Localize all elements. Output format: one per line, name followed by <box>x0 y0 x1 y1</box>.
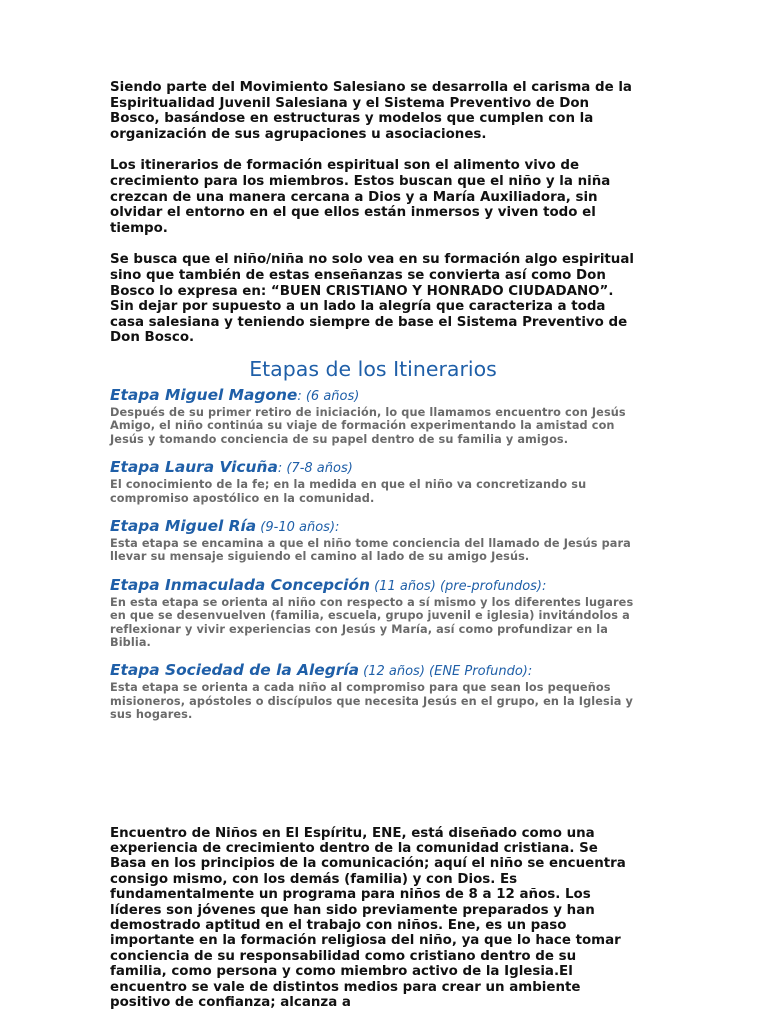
stage-description: Esta etapa se encamina a que el niño tome conciencia del llamado de Jesús para llevar su mensaje siguiendo el camino al lado de su amigo Jesús. <box>110 536 631 564</box>
stage-age: : (7-8 años) <box>277 461 353 477</box>
stage-age: (11 años) (pre-profundos): <box>369 578 547 594</box>
stage-name: Etapa Miguel Magone <box>110 385 298 404</box>
stage-title <box>110 458 636 478</box>
stage-description: El conocimiento de la fe; en la medida en que el niño va concretizando su compromiso apostólico en la comunidad. <box>110 478 587 505</box>
stage-age: (12 años) (ENE Profundo): <box>359 664 533 680</box>
stage-item <box>110 517 636 564</box>
stage-name: Etapa Laura Vicuña <box>110 458 278 477</box>
stage-item <box>110 458 636 505</box>
stage-age: (9-10 años): <box>256 519 340 535</box>
stage-name: Etapa Inmaculada Concepción <box>110 575 370 594</box>
stage-item <box>110 576 636 650</box>
section-heading: Etapas de los Itinerarios <box>249 356 497 381</box>
stage-age: : (6 años) <box>297 388 360 404</box>
stage-description: En esta etapa se orienta al niño con respecto a sí mismo y los diferentes lugares en que se desenvuelven (familia, escuela, grupo juvenil e iglesia) invitándolos a reflexionar y vivir experiencias con Jesús y María, así como profundizar en la Biblia. <box>110 595 634 649</box>
intro-paragraph-1: Siendo parte del Movimiento Salesiano se desarrolla el carisma de la Espiritualidad Juvenil Salesiana y el Sistema Preventivo de Don Bosco, basándose en estructuras y modelos que cumplen con la organización de sus agrupaciones u asociaciones. <box>110 80 632 142</box>
blank-space <box>110 734 636 826</box>
stage-item <box>110 386 636 446</box>
stage-title <box>110 661 636 681</box>
stage-description: Esta etapa se orienta a cada niño al compromiso para que sean los pequeños misioneros, apóstoles o discípulos que necesita Jesús en el grupo, en la Iglesia y sus hogares. <box>110 681 634 722</box>
stage-title <box>110 517 636 537</box>
intro-paragraph-3: Se busca que el niño/niña no solo vea en su formación algo espiritual sino que también de estas enseñanzas se convierta así como Don Bosco lo expresa en: “BUEN CRISTIANO Y HONRADO CIUDADANO”. Sin dejar por supuesto a un lado la alegría que caracteriza a toda casa salesiana y teniendo siempre de base el Sistema Preventivo de Don Bosco. <box>110 252 634 346</box>
closing-paragraph: Encuentro de Niños en El Espíritu, ENE, está diseñado como una experiencia de crecimiento dentro de la comunidad cristiana. Se Basa en los principios de la comunicación; aquí el niño se encuentra consigo mismo, con los demás (familia) y con Dios. Es fundamentalmente un programa para niños de 8 a 12 años. Los líderes son jóvenes que han sido previamente preparados y han demostrado aptitud en el trabajo con niños. Ene, es un paso importante en la formación religiosa del niño, ya que lo hace tomar conciencia de su responsabilidad como cristiano dentro de su familia, como persona y como miembro activo de la Iglesia.El encuentro se vale de distintos medios para crear un ambiente positivo de confianza; alcanza a <box>110 825 626 1011</box>
stage-description: Después de su primer retiro de iniciación, lo que llamamos encuentro con Jesús Amigo, el niño continúa su viaje de formación experimentando la amistad con Jesús y tomando conciencia de su papel dentro de su familia y amigos. <box>110 405 626 446</box>
document-body <box>110 80 636 1010</box>
intro-paragraph-2: Los itinerarios de formación espiritual son el alimento vivo de crecimiento para los miembros. Estos buscan que el niño y la niña crezcan de una manera cercana a Dios y a María Auxiliadora, sin olvidar el entorno en el que ellos están inmersos y viven todo el tiempo. <box>110 158 611 236</box>
stage-name: Etapa Miguel Ría <box>110 516 257 535</box>
stage-title <box>110 386 636 406</box>
stage-name: Etapa Sociedad de la Alegría <box>110 661 360 680</box>
stage-title <box>110 576 636 596</box>
stage-item <box>110 661 636 721</box>
